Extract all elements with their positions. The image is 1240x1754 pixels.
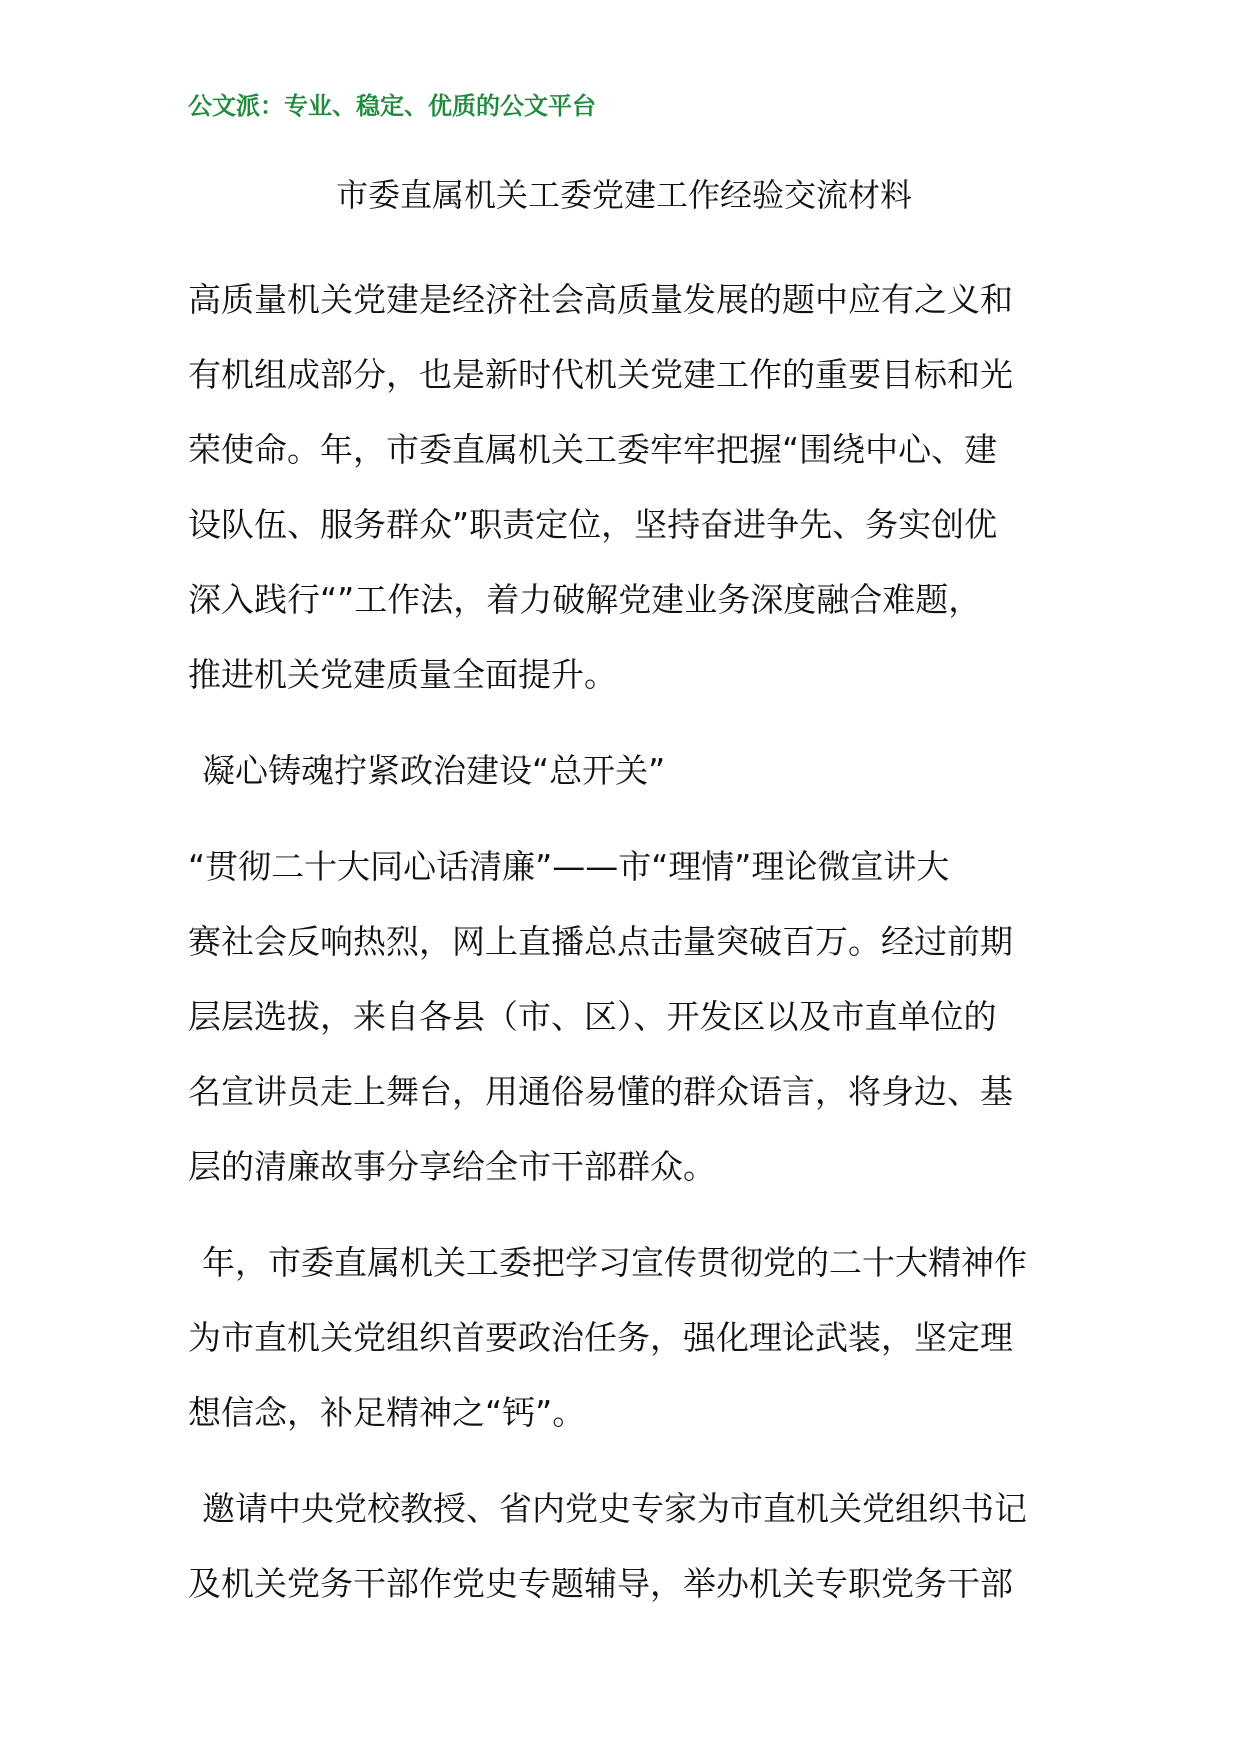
body-line: 荣使命。年，市委直属机关工委牢牢把握“围绕中心、建 [188, 430, 998, 469]
body-line: 高质量机关党建是经济社会高质量发展的题中应有之义和 [188, 280, 1013, 319]
body-line: 想信念，补足精神之“钙”。 [188, 1393, 586, 1432]
body-line: 层的清廉故事分享给全市干部群众。 [188, 1147, 716, 1186]
body-line: “贯彻二十大同心话清廉”——市“理情”理论微宣讲大 [188, 847, 950, 886]
heading-line: 凝心铸魂拧紧政治建设“总开关” [202, 751, 666, 790]
section-heading [188, 733, 1060, 808]
body-line: 推进机关党建质量全面提升。 [188, 655, 617, 694]
body-line: 年，市委直属机关工委把学习宣传贯彻党的二十大精神作 [202, 1243, 1027, 1282]
paragraph-lecture-contest [188, 829, 1060, 1204]
body-line: 赛社会反响热烈，网上直播总点击量突破百万。经过前期 [188, 922, 1013, 961]
document-body [188, 262, 1060, 1621]
paragraph-theory [188, 1225, 1060, 1450]
body-line: 为市直机关党组织首要政治任务，强化理论武装，坚定理 [188, 1318, 1013, 1357]
body-line: 深入践行“”工作法，着力破解党建业务深度融合难题， [188, 580, 982, 619]
body-line: 及机关党务干部作党史专题辅导，举办机关专职党务干部 [188, 1564, 1013, 1603]
body-line: 层层选拔，来自各县（市、区）、开发区以及市直单位的 [188, 997, 997, 1036]
platform-header: 公文派：专业、稳定、优质的公文平台 [188, 92, 596, 120]
paragraph-training [188, 1471, 1060, 1621]
paragraph-intro [188, 262, 1060, 712]
body-line: 邀请中央党校教授、省内党史专家为市直机关党组织书记 [202, 1489, 1027, 1528]
body-line: 有机组成部分，也是新时代机关党建工作的重要目标和光 [188, 355, 1013, 394]
document-title: 市委直属机关工委党建工作经验交流材料 [335, 176, 912, 214]
body-line: 名宣讲员走上舞台，用通俗易懂的群众语言，将身边、基 [188, 1072, 1013, 1111]
body-line: 设队伍、服务群众”职责定位，坚持奋进争先、务实创优 [188, 505, 998, 544]
